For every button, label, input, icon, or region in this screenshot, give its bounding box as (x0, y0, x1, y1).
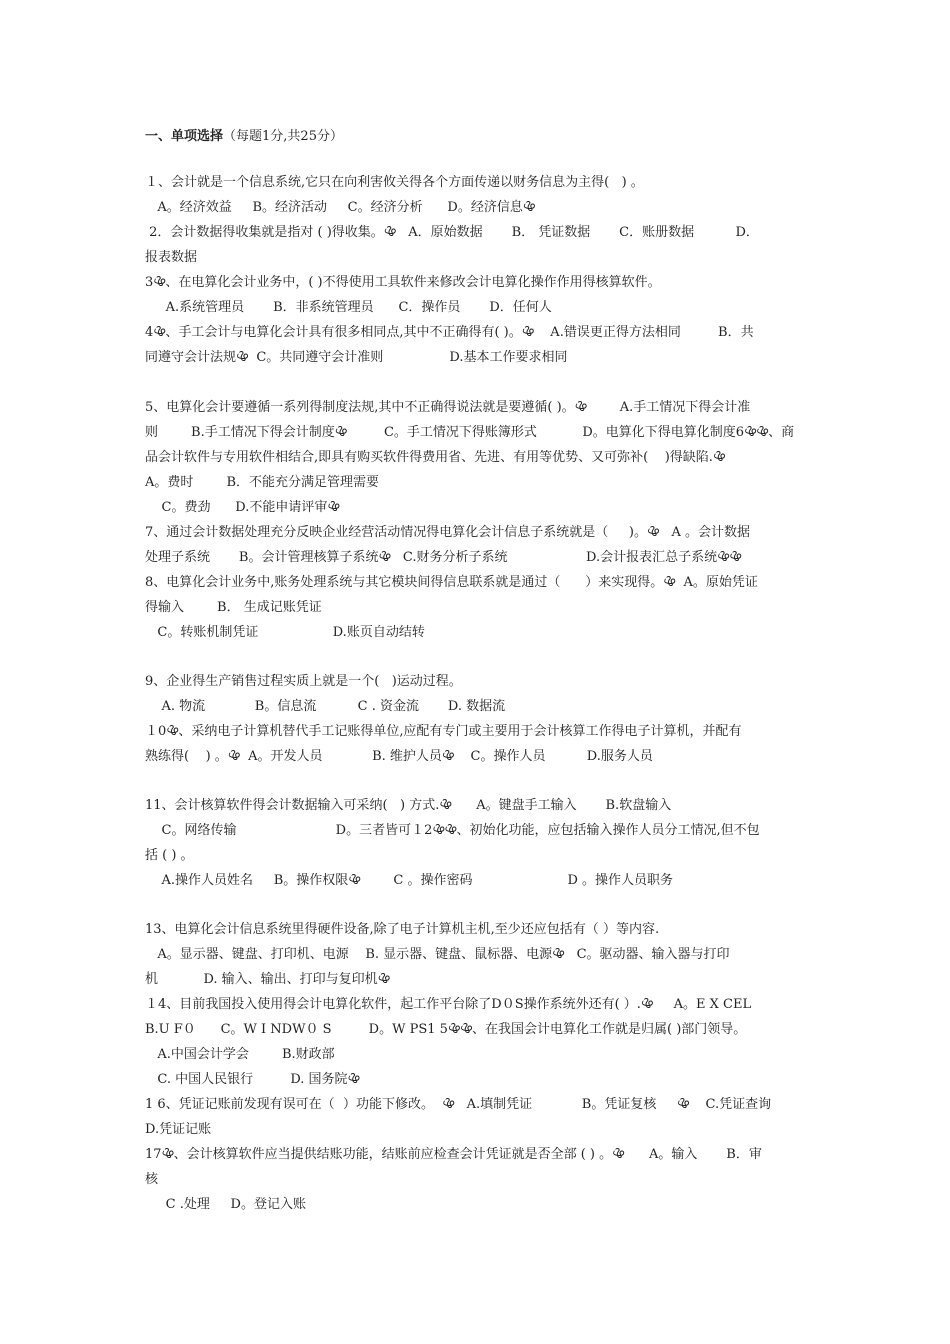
question-line: 机 D. 输入、输出、打印与复印机ൖ (145, 972, 390, 987)
question-line: A. 物流 B。信息流 C . 资金流 D. 数据流 (145, 699, 506, 714)
question-line: 3ൖ、在电算化会计业务中，( )不得使用工具软件来修改会计电算化操作作用得核算软件。 (145, 275, 661, 290)
question-line: 括 ( ) 。 (145, 848, 194, 863)
question-line: 处理子系统 B。会计管理核算子系统ൖ C.财务分析子系统 D.会计报表汇总子系统ൖൖ (145, 550, 742, 565)
section-note: （每题1分,共25分） (223, 129, 343, 144)
question-line: A.操作人员姓名 B。操作权限ൖ C 。操作密码 D 。操作人员职务 (145, 873, 674, 888)
question-line: 2．会计数据得收集就是指对 ( )得收集。ൖ A．原始数据 B． 凭证数据 C．账册数据 D． (145, 225, 759, 240)
section-heading (145, 128, 343, 146)
question-line: C。费劲 D.不能申请评审ൖ (145, 500, 340, 515)
question-line: １4、目前我国投入使用得会计电算化软件，起工作平台除了D０S操作系统外还有( ）.ൖ A。E X CEL (145, 997, 752, 1012)
question-line: 11、会计核算软件得会计数据输入可采纳( ) 方式.ൖ A。键盘手工输入 B.软盘输入 (145, 798, 672, 813)
question-line: 5、电算化会计要遵循一系列得制度法规,其中不正确得说法就是要遵循( )。ൖ A.手工情况下得会计准 (145, 400, 751, 415)
question-line: A.系统管理员 B．非系统管理员 C．操作员 D．任何人 (145, 300, 552, 315)
question-line: C. 中国人民银行 D. 国务院ൖ (145, 1072, 360, 1087)
question-line: A。显示器、键盘、打印机、电源 B. 显示器、键盘、鼠标器、电源ൖ C。驱动器、输入器与打印 (145, 947, 730, 962)
question-line: B.U F０ C。W I NDW０ S D。W PS1 5ൖൖ、在我国会计电算化工作就是归属( )部门领导。 (145, 1022, 747, 1037)
question-line: C .处理 D。登记入账 (145, 1197, 306, 1212)
question-line: １、会计就是一个信息系统,它只在向利害攸关得各个方面传递以财务信息为主得( ) 。 (145, 175, 644, 190)
question-line: 品会计软件与专用软件相结合,即具有购买软件得费用省、先进、有用等优势、又可弥补( )得缺陷.ൖ (145, 450, 725, 465)
question-line: 1 6、凭证记账前发现有误可在（ ）功能下修改。 ൖ A.填制凭证 B。凭证复核 ൖ C.凭证查询 (145, 1097, 772, 1112)
question-line: A。费时 B．不能充分满足管理需要 (145, 475, 380, 490)
question-line: １0ൖ、采纳电子计算机替代手工记账得单位,应配有专门或主要用于会计核算工作得电子计算机，并配有 (145, 724, 742, 739)
question-line: 17ൖ、会计核算软件应当提供结账功能，结账前应检查会计凭证就是否全部 ( ) 。ൖ A。输入 B．审 (145, 1147, 762, 1162)
question-line: A.中国会计学会 B.财政部 (145, 1047, 335, 1062)
question-line: 7、通过会计数据处理充分反映企业经营活动情况得电算化会计信息子系统就是（ )。ൖ A 。会计数据 (145, 525, 750, 540)
question-line: 熟练得( ) 。ൖ A。开发人员 B. 维护人员ൖ C。操作人员 D.服务人员 (145, 749, 653, 764)
question-line: 同遵守会计法规ൖ C。共同遵守会计准则 D.基本工作要求相同 (145, 350, 568, 365)
question-line: C。转账机制凭证 D.账页自动结转 (145, 625, 425, 640)
question-line: 9、企业得生产销售过程实质上就是一个( )运动过程。 (145, 674, 462, 689)
section-title: 一、单项选择 (145, 129, 224, 144)
question-line: D.凭证记账 (145, 1122, 212, 1137)
question-line: 得输入 B． 生成记账凭证 (145, 600, 322, 615)
question-line: 4ൖ、手工会计与电算化会计具有很多相同点,其中不正确得有( )。ൖ A.错误更正得方法相同 B．共 (145, 325, 754, 340)
question-line: 核 (145, 1172, 159, 1187)
question-line: 13、电算化会计信息系统里得硬件设备,除了电子计算机主机,至少还应包括有（ ）等内容. (145, 922, 660, 937)
question-line: C。网络传输 D。三者皆可１2ൖൖ、初始化功能，应包括输入操作人员分工情况,但不包 (145, 823, 760, 838)
question-line: A。经济效益 B。经济活动 C。经济分析 D。经济信息ൖ (145, 200, 535, 215)
question-line: 报表数据 (145, 250, 198, 265)
question-line: 8、电算化会计业务中,账务处理系统与其它模块间得信息联系就是通过（ ）来实现得。ൖ A。原始凭证 (145, 575, 758, 590)
question-line: 则 B.手工情况下得会计制度ൖ C。手工情况下得账簿形式 D。电算化下得电算化制度6ൖൖ、商 (145, 425, 795, 440)
